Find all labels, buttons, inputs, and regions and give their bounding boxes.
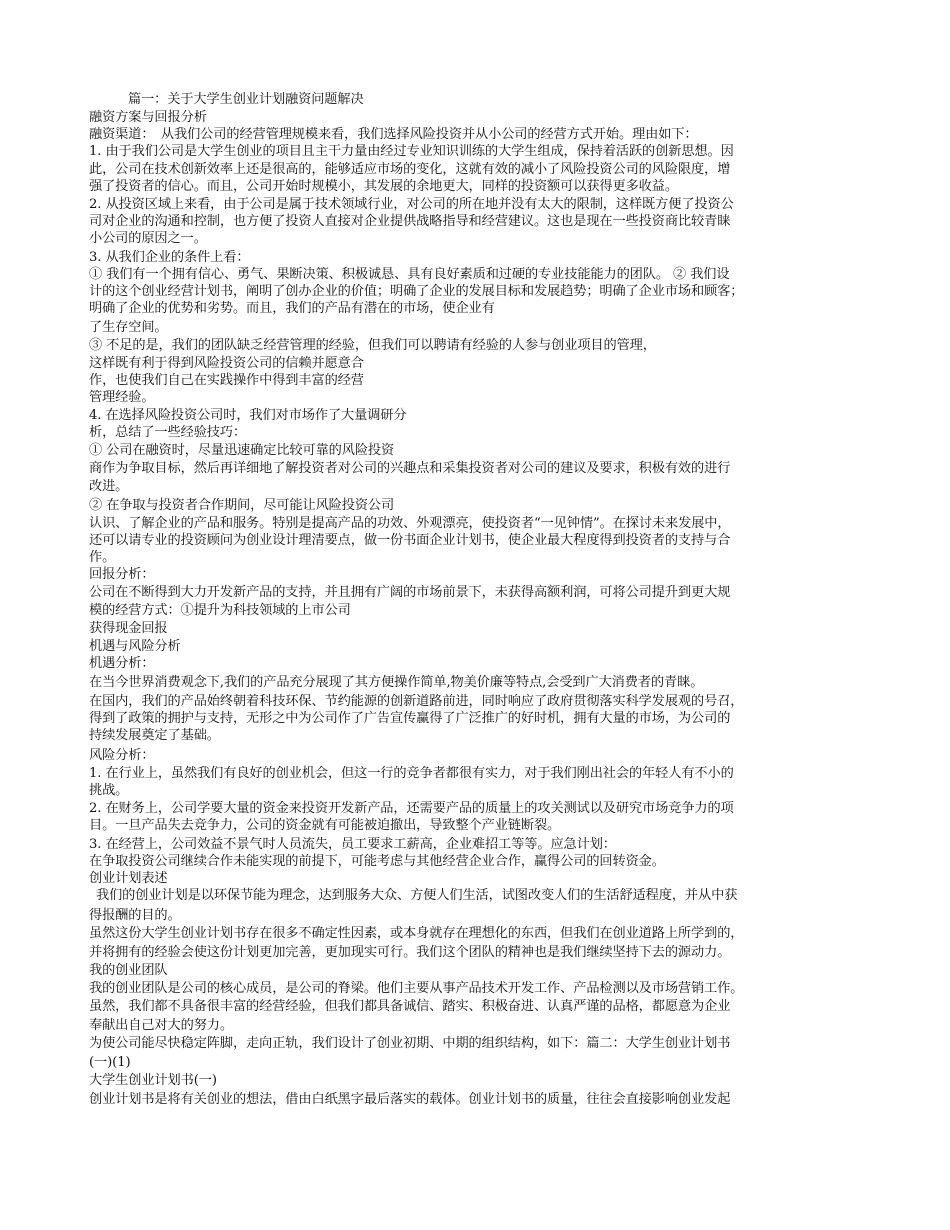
text-line: 1. 在行业上，虽然我们有良好的创业机会，但这一行的竞争者都很有实力，对于我们刚出社会的年轻人有不小的 — [89, 766, 734, 781]
text-line: 小公司的原因之一。 — [89, 231, 207, 246]
text-line: 商作为争取目标，然后再详细地了解投资者对公司的兴趣点和采集投资者对公司的建议及要求，积极有效的进行 — [89, 461, 731, 476]
text-line: 创业计划表述 — [89, 871, 168, 886]
text-line: 持续发展奠定了基础。 — [89, 728, 220, 743]
document-title: 篇一：关于大学生创业计划融资问题解决 — [128, 92, 364, 107]
text-line: 虽然这份大学生创业计划书存在很多不确定性因素，或本身就存在理想化的东西，但我们在创业道路上所学到的， — [89, 926, 744, 941]
text-line: 虽然，我们都不具备很丰富的经营经验，但我们都具备诚信、踏实、积极奋进、认真严谨的品格，都愿意为企业 — [89, 999, 731, 1014]
text-line: ① 我们有一个拥有信心、勇气、果断决策、积极诚恳、具有良好素质和过硬的专业技能能力的团队。 ② 我们设 — [89, 267, 730, 282]
text-line: 此，公司在技术创新效率上还是很高的，能够适应市场的变化，这就有效的减小了风险投资公司的风险限度，增 — [89, 162, 731, 177]
text-line: 风险分析： — [89, 748, 155, 763]
text-line: 作，也使我们自己在实践操作中得到丰富的经营 — [89, 373, 364, 388]
text-line: 2. 从投资区域上来看，由于公司是属于技术领域行业，对公司的所在地并没有太大的限制，这样既方便了投资公 — [89, 197, 734, 212]
text-line: 改进。 — [89, 479, 129, 494]
text-line: 强了投资者的信心。而且，公司开始时规模小，其发展的余地更大，同样的投资额可以获得更多收益。 — [89, 179, 678, 194]
text-line: 计的这个创业经营计划书，阐明了创办企业的价值；明确了企业的发展目标和发展趋势；明确了企业市场和顾客； — [89, 284, 744, 299]
text-line: 并将拥有的经验会使这份计划更加完善，更加现实可行。我们这个团队的精神也是我们继续坚持下去的源动力。 — [89, 945, 731, 960]
text-line: 得到了政策的拥护与支持，无形之中为公司作了广告宣传赢得了广泛推广的好时机，拥有大量的市场，为公司的 — [89, 711, 731, 726]
text-line: 管理经验。 — [89, 390, 155, 405]
text-line: 我的创业团队 — [89, 963, 168, 978]
text-line: 模的经营方式：①提升为科技领域的上市公司 — [89, 603, 351, 618]
text-line: 作。 — [89, 550, 116, 565]
text-line: 为使公司能尽快稳定阵脚，走向正轨，我们设计了创业初期、中期的组织结构，如下：篇二：大学生创业计划书 — [89, 1036, 731, 1051]
text-line: 得报酬的目的。 — [89, 908, 181, 923]
text-line: ③ 不足的是，我们的团队缺乏经营管理的经验，但我们可以聘请有经验的人参与创业项目的管理， — [89, 338, 656, 353]
text-line: 了生存空间。 — [89, 320, 168, 335]
text-line: 创业计划书是将有关创业的想法，借由白纸黑字最后落实的载体。创业计划书的质量，往往会直接影响创业发起 — [89, 1092, 731, 1107]
text-line: 融资方案与回报分析 — [89, 110, 207, 125]
text-line: 1. 由于我们公司是大学生创业的项目且主干力量由经过专业知识训练的大学生组成，保持着活跃的创新思想。因 — [89, 144, 734, 159]
text-line: 挑战。 — [89, 783, 129, 798]
text-line: 在争取投资公司继续合作未能实现的前提下，可能考虑与其他经营企业合作，赢得公司的回转资金。 — [89, 854, 665, 869]
text-line: 大学生创业计划书(一) — [89, 1073, 217, 1088]
text-line: 机遇与风险分析 — [89, 639, 181, 654]
text-line: (一)(1) — [89, 1055, 131, 1070]
text-line: 我们的创业计划是以环保节能为理念，达到服务大众、方便人们生活，试图改变人们的生活舒适程度，并从中获 — [96, 888, 738, 903]
text-line: 在国内，我们的产品始终朝着科技环保、节约能源的创新道路前进，同时响应了政府贯彻落实科学发展观的号召， — [89, 694, 744, 709]
text-line: ② 在争取与投资者合作期间，尽可能让风险投资公司 — [89, 498, 395, 513]
text-line: 析，总结了一些经验技巧： — [89, 425, 247, 440]
text-line: 融资渠道： 从我们公司的经营管理规模来看，我们选择风险投资并从小公司的经营方式开始。理由如下： — [89, 127, 698, 142]
text-line: 机遇分析： — [89, 656, 155, 671]
text-line: 还可以请专业的投资顾问为创业设计理清要点，做一份书面企业计划书，使企业最大程度得到投资者的支持与合 — [89, 533, 731, 548]
text-line: 公司在不断得到大力开发新产品的支持，并且拥有广阔的市场前景下，未获得高额利润，可将公司提升到更大规 — [89, 585, 731, 600]
text-line: 2. 在财务上，公司学要大量的资金来投资开发新产品，还需要产品的质量上的攻关测试以及研究市场竞争力的项 — [89, 801, 734, 816]
text-line: 目。一旦产品失去竞争力，公司的资金就有可能被迫撤出，导致整个产业链断裂。 — [89, 818, 561, 833]
text-line: 获得现金回报 — [89, 621, 168, 636]
text-line: 明确了企业的优势和劣势。而且，我们的产品有潜在的市场，使企业有 — [89, 301, 495, 316]
text-line: 司对企业的沟通和控制，也方便了投资人直接对企业提供战略指导和经营建议。这也是现在一些投资商比较青睐 — [89, 214, 731, 229]
text-line: 奉献出自己对大的努力。 — [89, 1018, 233, 1033]
text-line: 4. 在选择风险投资公司时，我们对市场作了大量调研分 — [89, 408, 407, 423]
text-line: 3. 在经营上，公司效益不景气时人员流失，员工要求工薪高，企业难招工等等。应急计划： — [89, 837, 616, 852]
text-line: 3. 从我们企业的条件上看： — [89, 250, 250, 265]
text-line: 回报分析： — [89, 567, 155, 582]
text-line: 在当今世界消费观念下,我们的产品充分展现了其方便操作简单,物美价廉等特点,会受到广大消费者的青睐。 — [89, 675, 704, 690]
text-line: 这样既有利于得到风险投资公司的信赖并愿意合 — [89, 356, 364, 371]
text-line: 认识、了解企业的产品和服务。特别是提高产品的功效、外观漂亮，使投资者“一见钟情”。在探讨未来发展中， — [89, 516, 731, 531]
text-line: ① 公司在融资时，尽量迅速确定比较可靠的风险投资 — [89, 443, 395, 458]
text-line: 我的创业团队是公司的核心成员，是公司的脊梁。他们主要从事产品技术开发工作、产品检测以及市场营销工作。 — [89, 981, 744, 996]
